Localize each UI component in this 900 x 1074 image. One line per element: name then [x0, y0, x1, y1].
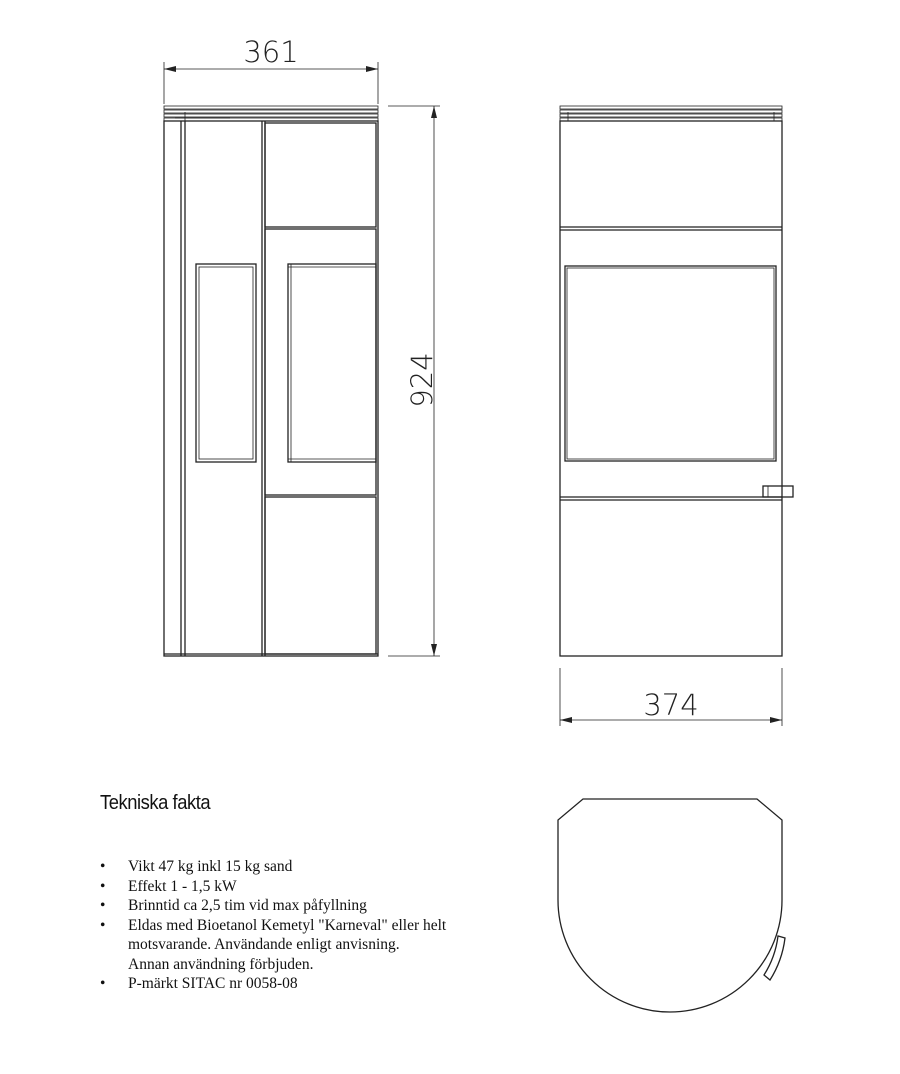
list-item: • P-märkt SITAC nr 0058-08 [100, 974, 520, 994]
side-window [196, 264, 256, 462]
front-door-frame [265, 229, 376, 495]
width-side-dimension [560, 668, 782, 726]
list-item: • Brinntid ca 2,5 tim vid max påfyllning [100, 896, 520, 916]
side-window-large [565, 266, 776, 461]
list-item: • Vikt 47 kg inkl 15 kg sand [100, 857, 520, 877]
top-view [558, 799, 785, 1012]
handle-slot-icon [764, 936, 785, 980]
front-bottom-panel [265, 497, 376, 654]
list-item: • Eldas med Bioetanol Kemetyl "Karneval" eller helt motsvarande. Användande enligt anvisning. Annan användning förbjuden. [100, 916, 520, 975]
front-top-panel [265, 123, 376, 227]
side-top-plates [560, 106, 782, 121]
facts-list [100, 857, 520, 994]
height-dimension [388, 106, 440, 656]
list-item: • Effekt 1 - 1,5 kW [100, 877, 520, 897]
front-view [164, 35, 440, 656]
door-handle [763, 486, 793, 497]
top-view-outline [558, 799, 782, 1012]
front-door-glass [288, 264, 376, 462]
facts-title: Tekniska fakta [100, 792, 211, 814]
height-label: 924 [405, 352, 439, 408]
width-front-label: 361 [243, 35, 299, 69]
width-front-dimension [164, 35, 378, 104]
side-view [560, 106, 793, 726]
side-body-outline [560, 121, 782, 656]
front-top-plates [164, 106, 378, 121]
width-side-label: 374 [643, 688, 699, 722]
technical-facts [100, 792, 520, 994]
